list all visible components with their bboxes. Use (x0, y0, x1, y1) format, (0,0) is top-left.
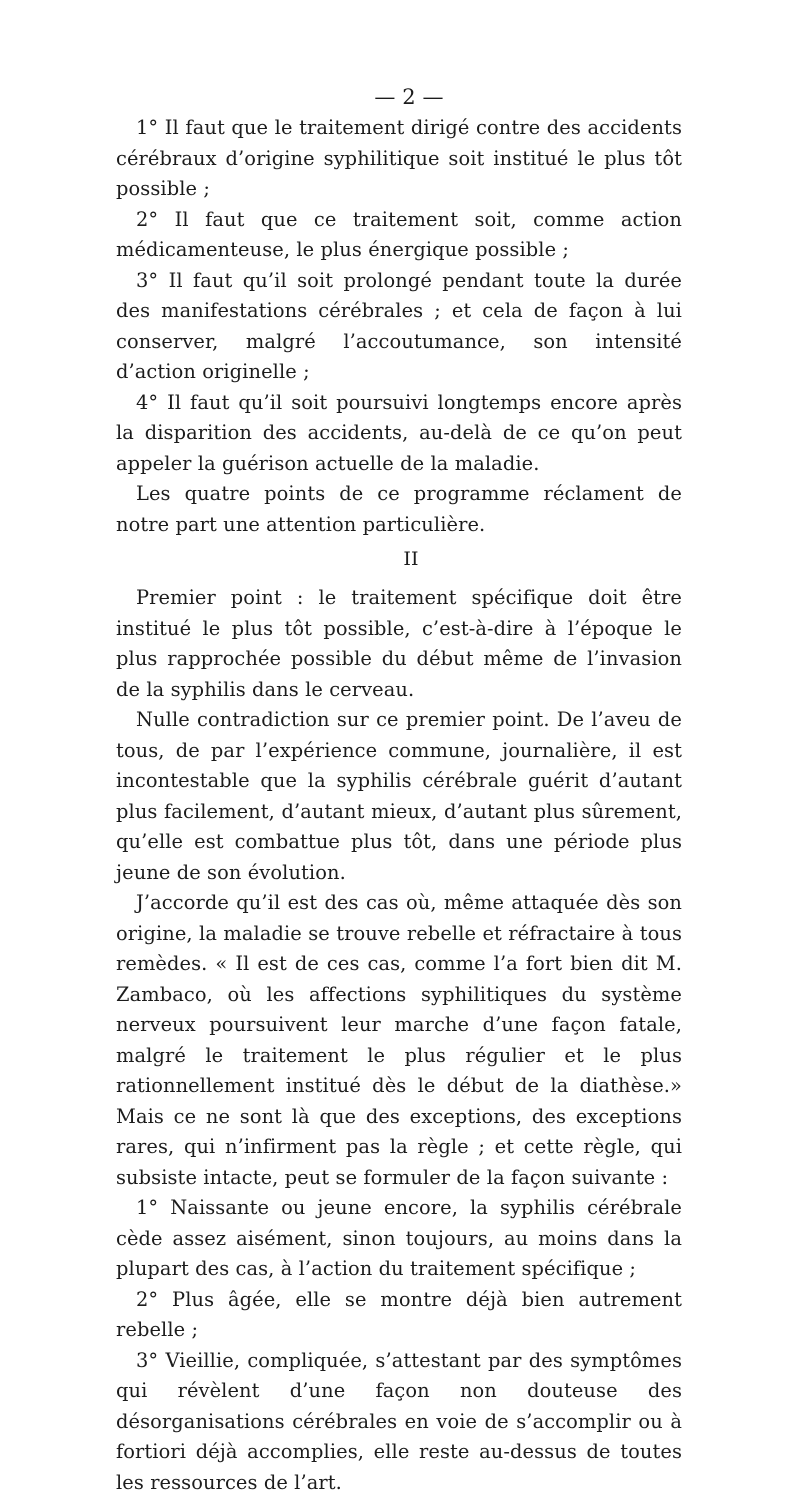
page-number: — 2 — (136, 82, 682, 112)
paragraph-nulle-contradiction: Nulle contradiction sur ce premier point. De l’aveu de tous, de par l’expérience commune, journalière, il est incontestable que la syphilis cérébrale guérit d’autant plus facilement, d’autant mieux, d’autant plus sûrement, qu’elle est combattue plus tôt, dans une période plus jeune de son évolution. (116, 705, 682, 888)
section-heading: II (140, 544, 682, 574)
paragraph-rule-2: 2° Plus âgée, elle se montre déjà bien autrement rebelle ; (116, 1285, 682, 1346)
paragraph-point-2: 2° Il faut que ce traitement soit, comme action médicamenteuse, le plus énergique possible ; (116, 205, 682, 266)
paragraph-j-accorde: J’accorde qu’il est des cas où, même attaquée dès son origine, la maladie se trouve rebelle et réfractaire à tous remèdes. « Il est de ces cas, comme l’a fort bien dit M. Zambaco, où les affections syphilitiques du système nerveux poursuivent leur marche d’une façon fatale, malgré le traitement le plus régulier et le plus rationnellement institué dès le début de la diathèse.» Mais ce ne sont là que des exceptions, des exceptions rares, qui n’infirment pas la règle ; et cette règle, qui subsiste intacte, peut se formuler de la façon suivante : (116, 888, 682, 1193)
paragraph-rule-3: 3° Vieillie, compliquée, s’attestant par des symptômes qui révèlent d’une façon non douteuse des désorganisations cérébrales en voie de s’accomplir ou à fortiori déjà accomplies, elle reste au-dessus de toutes les ressources de l’art. (116, 1346, 682, 1498)
paragraph-program-summary: Les quatre points de ce programme réclament de notre part une attention particulière. (116, 479, 682, 540)
paragraph-point-1: 1° Il faut que le traitement dirigé contre des accidents cérébraux d’origine syphilitique soit institué le plus tôt possible ; (116, 113, 682, 205)
document-page (116, 82, 682, 1498)
paragraph-premier-point: Premier point : le traitement spécifique doit être institué le plus tôt possible, c’est-à-dire à l’époque le plus rapprochée possible du début même de l’invasion de la syphilis dans le cerveau. (116, 583, 682, 705)
paragraph-rule-1: 1° Naissante ou jeune encore, la syphilis cérébrale cède assez aisément, sinon toujours, au moins dans la plupart des cas, à l’action du traitement spécifique ; (116, 1193, 682, 1285)
paragraph-point-3: 3° Il faut qu’il soit prolongé pendant toute la durée des manifestations cérébrales ; et cela de façon à lui conserver, malgré l’accoutumance, son intensité d’action originelle ; (116, 266, 682, 388)
paragraph-point-4: 4° Il faut qu’il soit poursuivi longtemps encore après la disparition des accidents, au-delà de ce qu’on peut appeler la guérison actuelle de la maladie. (116, 388, 682, 480)
